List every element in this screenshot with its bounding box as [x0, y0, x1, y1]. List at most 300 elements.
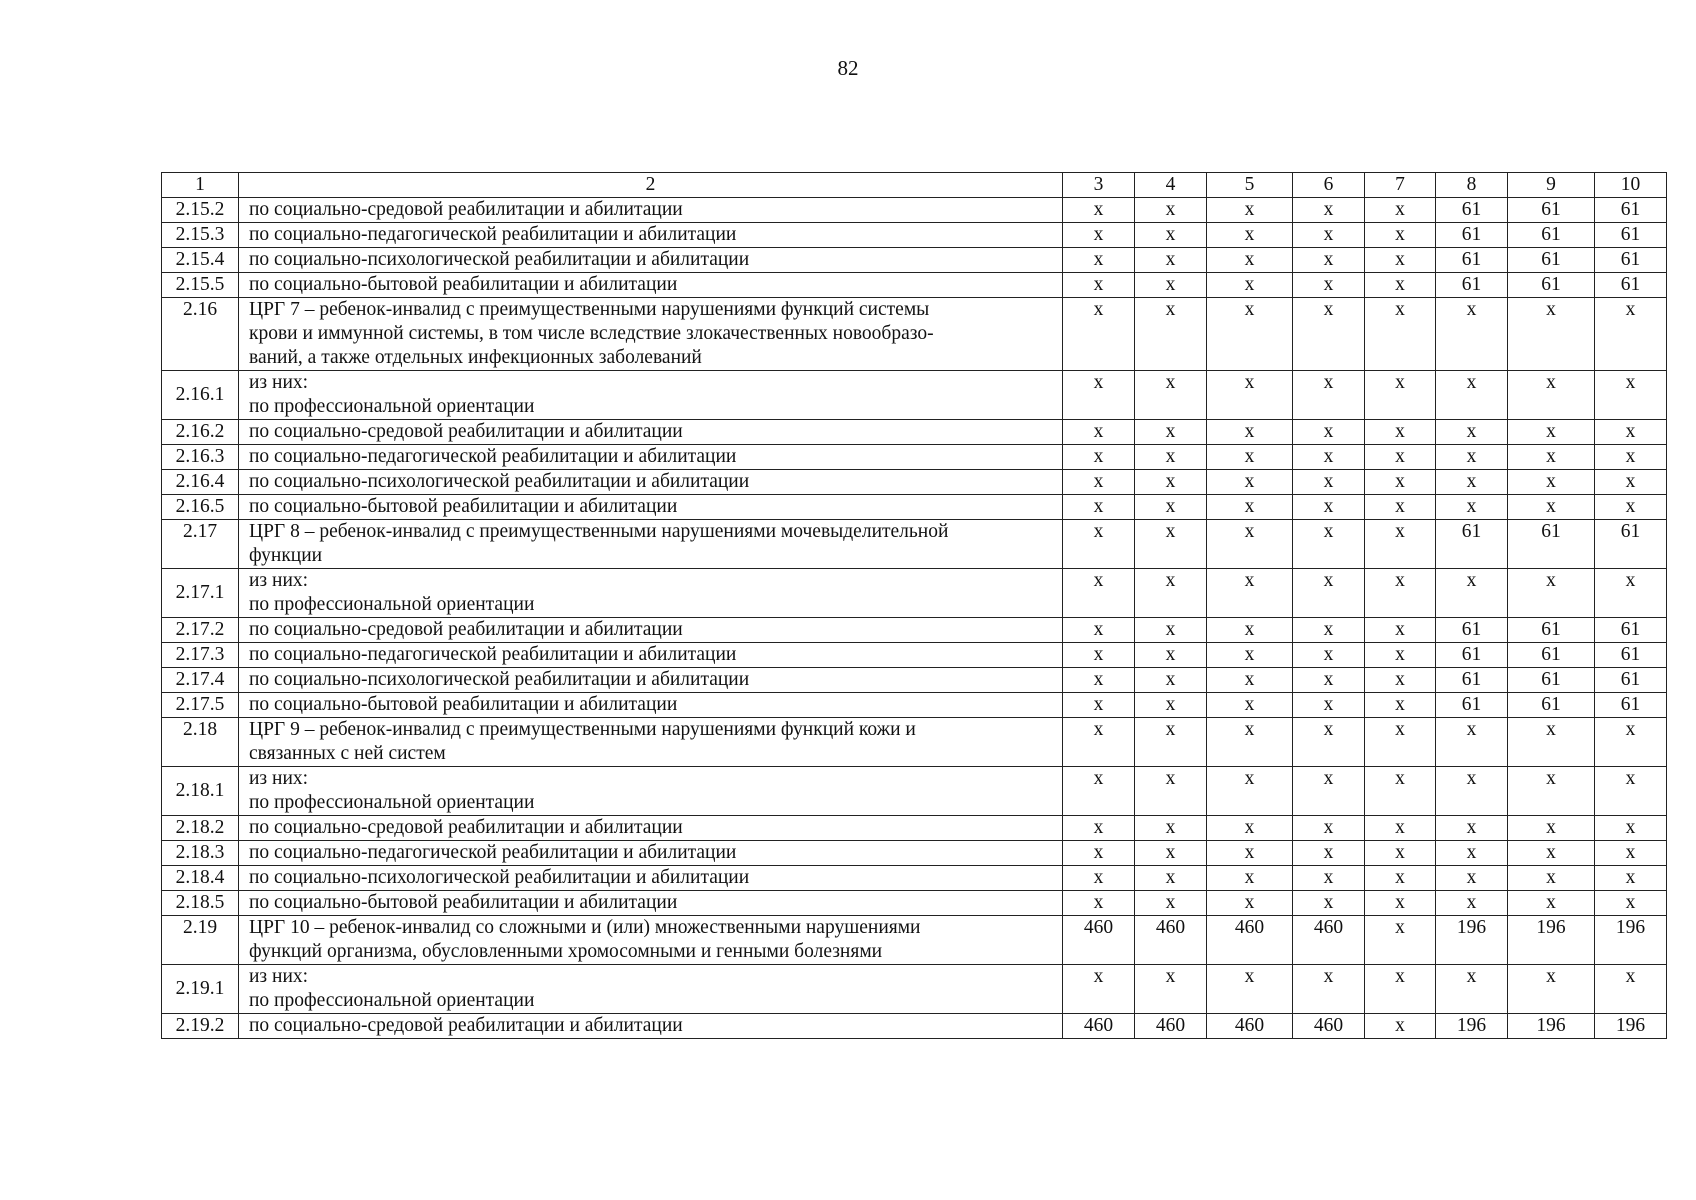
value-cell: x: [1207, 223, 1293, 248]
value-cell: x: [1436, 718, 1508, 767]
value-cell: x: [1508, 965, 1595, 1014]
description-line: ЦРГ 7 – ребенок-инвалид с преимущественными нарушениями функций системы: [249, 299, 930, 320]
value-cell: 61: [1508, 223, 1595, 248]
value-cell: x: [1595, 718, 1667, 767]
row-number: 2.18.5: [162, 891, 239, 916]
value-cell: x: [1207, 495, 1293, 520]
value-cell: 196: [1508, 1014, 1595, 1039]
value-cell: 61: [1436, 198, 1508, 223]
value-cell: x: [1365, 520, 1436, 569]
value-cell: x: [1293, 718, 1365, 767]
value-cell: x: [1207, 198, 1293, 223]
table-row: [162, 693, 1667, 718]
value-cell: x: [1063, 248, 1135, 273]
row-number: 2.17.4: [162, 668, 239, 693]
value-cell: x: [1063, 891, 1135, 916]
table-row: [162, 569, 1667, 618]
value-cell: x: [1135, 891, 1207, 916]
value-cell: x: [1207, 866, 1293, 891]
value-cell: x: [1207, 693, 1293, 718]
row-number: 2.17: [162, 520, 239, 569]
header-cell: 5: [1207, 173, 1293, 198]
value-cell: x: [1365, 718, 1436, 767]
value-cell: x: [1365, 916, 1436, 965]
page-number: 82: [837, 56, 859, 80]
value-cell: x: [1135, 445, 1207, 470]
description-line: по социально-психологической реабилитации и абилитации: [249, 867, 750, 888]
value-cell: x: [1135, 520, 1207, 569]
value-cell: 61: [1436, 618, 1508, 643]
description-line: по социально-педагогической реабилитации и абилитации: [249, 224, 737, 245]
value-cell: x: [1365, 420, 1436, 445]
value-cell: 61: [1595, 223, 1667, 248]
value-cell: x: [1595, 767, 1667, 816]
value-cell: x: [1135, 223, 1207, 248]
value-cell: x: [1365, 273, 1436, 298]
row-description: [239, 470, 1063, 495]
value-cell: x: [1063, 816, 1135, 841]
value-cell: x: [1063, 198, 1135, 223]
value-cell: x: [1293, 495, 1365, 520]
value-cell: x: [1135, 718, 1207, 767]
row-description: [239, 693, 1063, 718]
row-description: [239, 891, 1063, 916]
value-cell: 460: [1293, 916, 1365, 965]
row-description: [239, 495, 1063, 520]
row-description: [239, 1014, 1063, 1039]
header-cell: 9: [1508, 173, 1595, 198]
row-number: 2.18.2: [162, 816, 239, 841]
table-row: [162, 618, 1667, 643]
row-number: 2.16.5: [162, 495, 239, 520]
description-line: по профессиональной ориентации: [249, 990, 535, 1011]
value-cell: x: [1207, 470, 1293, 495]
description-line: функции: [249, 545, 323, 566]
value-cell: x: [1595, 569, 1667, 618]
value-cell: 61: [1508, 643, 1595, 668]
table-row: [162, 198, 1667, 223]
table-row: [162, 470, 1667, 495]
value-cell: 460: [1135, 1014, 1207, 1039]
row-description: [239, 569, 1063, 618]
table-row: [162, 668, 1667, 693]
row-number: 2.17.2: [162, 618, 239, 643]
value-cell: x: [1436, 569, 1508, 618]
row-number: 2.19: [162, 916, 239, 965]
value-cell: x: [1436, 965, 1508, 1014]
row-description: [239, 223, 1063, 248]
row-number: 2.19.1: [162, 965, 239, 1014]
value-cell: x: [1207, 891, 1293, 916]
value-cell: x: [1293, 420, 1365, 445]
value-cell: x: [1063, 273, 1135, 298]
value-cell: x: [1207, 420, 1293, 445]
value-cell: x: [1436, 495, 1508, 520]
row-description: [239, 273, 1063, 298]
value-cell: x: [1063, 693, 1135, 718]
value-cell: x: [1135, 816, 1207, 841]
description-line: по социально-психологической реабилитации и абилитации: [249, 471, 750, 492]
value-cell: x: [1508, 767, 1595, 816]
header-row: [162, 173, 1667, 198]
row-description: [239, 618, 1063, 643]
value-cell: x: [1207, 520, 1293, 569]
value-cell: x: [1508, 298, 1595, 371]
description-line: по социально-педагогической реабилитации и абилитации: [249, 446, 737, 467]
value-cell: x: [1365, 965, 1436, 1014]
value-cell: x: [1207, 965, 1293, 1014]
value-cell: x: [1207, 298, 1293, 371]
row-number: 2.15.5: [162, 273, 239, 298]
value-cell: x: [1135, 767, 1207, 816]
description-line: ЦРГ 9 – ребенок-инвалид с преимущественными нарушениями функций кожи и: [249, 719, 916, 740]
row-number: 2.19.2: [162, 1014, 239, 1039]
value-cell: x: [1135, 618, 1207, 643]
value-cell: x: [1293, 668, 1365, 693]
value-cell: 61: [1508, 668, 1595, 693]
description-line: из них:: [249, 372, 309, 393]
value-cell: 61: [1508, 520, 1595, 569]
value-cell: x: [1508, 816, 1595, 841]
value-cell: x: [1063, 445, 1135, 470]
value-cell: 61: [1595, 248, 1667, 273]
table-row: [162, 965, 1667, 1014]
value-cell: x: [1135, 248, 1207, 273]
row-description: [239, 816, 1063, 841]
row-number: 2.15.4: [162, 248, 239, 273]
table-row: [162, 520, 1667, 569]
row-number: 2.17.1: [162, 569, 239, 618]
description-line: по социально-средовой реабилитации и абилитации: [249, 199, 683, 220]
value-cell: x: [1293, 965, 1365, 1014]
row-description: [239, 841, 1063, 866]
header-cell: 2: [239, 173, 1063, 198]
header-cell: 3: [1063, 173, 1135, 198]
value-cell: 460: [1063, 1014, 1135, 1039]
description-line: по профессиональной ориентации: [249, 594, 535, 615]
data-table: [161, 172, 1667, 1039]
description-line: по социально-средовой реабилитации и абилитации: [249, 817, 683, 838]
table-row: [162, 420, 1667, 445]
value-cell: x: [1063, 618, 1135, 643]
value-cell: x: [1063, 223, 1135, 248]
value-cell: x: [1365, 495, 1436, 520]
value-cell: 61: [1595, 198, 1667, 223]
value-cell: x: [1293, 371, 1365, 420]
row-description: [239, 248, 1063, 273]
value-cell: x: [1365, 693, 1436, 718]
value-cell: 196: [1508, 916, 1595, 965]
value-cell: x: [1436, 445, 1508, 470]
value-cell: x: [1436, 891, 1508, 916]
table-row: [162, 248, 1667, 273]
table-row: [162, 916, 1667, 965]
description-line: по социально-психологической реабилитации и абилитации: [249, 249, 750, 270]
value-cell: x: [1595, 866, 1667, 891]
value-cell: x: [1063, 767, 1135, 816]
value-cell: x: [1436, 866, 1508, 891]
value-cell: 460: [1293, 1014, 1365, 1039]
header-cell: 6: [1293, 173, 1365, 198]
value-cell: x: [1293, 767, 1365, 816]
value-cell: x: [1595, 841, 1667, 866]
value-cell: x: [1595, 298, 1667, 371]
value-cell: x: [1135, 495, 1207, 520]
value-cell: x: [1436, 298, 1508, 371]
value-cell: x: [1293, 618, 1365, 643]
value-cell: x: [1595, 816, 1667, 841]
value-cell: x: [1293, 866, 1365, 891]
value-cell: x: [1135, 371, 1207, 420]
value-cell: x: [1207, 618, 1293, 643]
value-cell: x: [1436, 470, 1508, 495]
value-cell: 196: [1595, 1014, 1667, 1039]
value-cell: x: [1293, 445, 1365, 470]
table-row: [162, 445, 1667, 470]
table-row: [162, 495, 1667, 520]
value-cell: x: [1365, 470, 1436, 495]
value-cell: x: [1365, 1014, 1436, 1039]
value-cell: x: [1508, 470, 1595, 495]
value-cell: 61: [1595, 618, 1667, 643]
value-cell: 460: [1135, 916, 1207, 965]
value-cell: x: [1365, 643, 1436, 668]
value-cell: x: [1365, 618, 1436, 643]
table-row: [162, 223, 1667, 248]
value-cell: 460: [1207, 916, 1293, 965]
value-cell: x: [1063, 718, 1135, 767]
value-cell: x: [1135, 273, 1207, 298]
value-cell: x: [1293, 273, 1365, 298]
value-cell: x: [1508, 866, 1595, 891]
value-cell: 61: [1436, 223, 1508, 248]
description-line: из них:: [249, 570, 309, 591]
value-cell: x: [1508, 718, 1595, 767]
value-cell: 61: [1595, 668, 1667, 693]
value-cell: x: [1063, 470, 1135, 495]
value-cell: x: [1207, 569, 1293, 618]
table-row: [162, 841, 1667, 866]
value-cell: 61: [1436, 693, 1508, 718]
description-line: связанных с ней систем: [249, 743, 446, 764]
table-row: [162, 816, 1667, 841]
row-description: [239, 298, 1063, 371]
row-number: 2.16.3: [162, 445, 239, 470]
value-cell: x: [1293, 248, 1365, 273]
value-cell: x: [1063, 668, 1135, 693]
value-cell: x: [1595, 371, 1667, 420]
value-cell: x: [1063, 866, 1135, 891]
value-cell: x: [1063, 495, 1135, 520]
value-cell: 460: [1063, 916, 1135, 965]
row-number: 2.18.4: [162, 866, 239, 891]
value-cell: x: [1436, 816, 1508, 841]
value-cell: x: [1293, 470, 1365, 495]
value-cell: x: [1135, 420, 1207, 445]
row-description: [239, 198, 1063, 223]
value-cell: 61: [1595, 273, 1667, 298]
value-cell: 61: [1508, 693, 1595, 718]
value-cell: x: [1508, 841, 1595, 866]
value-cell: x: [1207, 841, 1293, 866]
table-row: [162, 371, 1667, 420]
table-row: [162, 1014, 1667, 1039]
row-number: 2.17.3: [162, 643, 239, 668]
row-number: 2.18.3: [162, 841, 239, 866]
value-cell: x: [1365, 841, 1436, 866]
value-cell: x: [1207, 767, 1293, 816]
value-cell: 196: [1595, 916, 1667, 965]
value-cell: x: [1508, 569, 1595, 618]
description-line: по социально-педагогической реабилитации и абилитации: [249, 842, 737, 863]
value-cell: x: [1508, 371, 1595, 420]
description-line: по социально-средовой реабилитации и абилитации: [249, 619, 683, 640]
description-line: по социально-психологической реабилитации и абилитации: [249, 669, 750, 690]
description-line: по социально-педагогической реабилитации и абилитации: [249, 644, 737, 665]
row-number: 2.16.4: [162, 470, 239, 495]
description-line: по социально-средовой реабилитации и абилитации: [249, 421, 683, 442]
value-cell: x: [1135, 470, 1207, 495]
value-cell: x: [1436, 420, 1508, 445]
value-cell: 460: [1207, 1014, 1293, 1039]
value-cell: x: [1365, 248, 1436, 273]
value-cell: x: [1595, 891, 1667, 916]
value-cell: x: [1365, 298, 1436, 371]
value-cell: x: [1207, 248, 1293, 273]
value-cell: x: [1207, 816, 1293, 841]
row-description: [239, 520, 1063, 569]
value-cell: x: [1063, 569, 1135, 618]
value-cell: x: [1508, 495, 1595, 520]
row-description: [239, 420, 1063, 445]
row-description: [239, 371, 1063, 420]
value-cell: x: [1207, 445, 1293, 470]
value-cell: x: [1595, 445, 1667, 470]
value-cell: 61: [1508, 248, 1595, 273]
value-cell: x: [1365, 569, 1436, 618]
value-cell: 61: [1436, 520, 1508, 569]
value-cell: x: [1293, 569, 1365, 618]
table-row: [162, 298, 1667, 371]
value-cell: x: [1063, 965, 1135, 1014]
description-line: по профессиональной ориентации: [249, 396, 535, 417]
description-line: по профессиональной ориентации: [249, 792, 535, 813]
value-cell: x: [1365, 891, 1436, 916]
value-cell: x: [1135, 841, 1207, 866]
value-cell: 61: [1508, 273, 1595, 298]
value-cell: x: [1207, 273, 1293, 298]
description-line: по социально-бытовой реабилитации и абилитации: [249, 892, 678, 913]
row-number: 2.15.2: [162, 198, 239, 223]
description-line: ЦРГ 10 – ребенок-инвалид со сложными и (или) множественными нарушениями: [249, 917, 921, 938]
row-description: [239, 965, 1063, 1014]
value-cell: x: [1365, 198, 1436, 223]
row-number: 2.15.3: [162, 223, 239, 248]
value-cell: x: [1135, 198, 1207, 223]
header-cell: 4: [1135, 173, 1207, 198]
value-cell: x: [1436, 371, 1508, 420]
value-cell: x: [1365, 816, 1436, 841]
description-line: по социально-бытовой реабилитации и абилитации: [249, 274, 678, 295]
value-cell: x: [1207, 668, 1293, 693]
description-line: по социально-бытовой реабилитации и абилитации: [249, 694, 678, 715]
value-cell: x: [1063, 643, 1135, 668]
value-cell: 61: [1436, 273, 1508, 298]
value-cell: x: [1207, 643, 1293, 668]
description-line: из них:: [249, 768, 309, 789]
value-cell: x: [1063, 520, 1135, 569]
description-line: ваний, а также отдельных инфекционных заболеваний: [249, 347, 702, 368]
header-cell: 10: [1595, 173, 1667, 198]
row-number: 2.16.1: [162, 371, 239, 420]
value-cell: x: [1063, 841, 1135, 866]
row-description: [239, 445, 1063, 470]
value-cell: x: [1063, 371, 1135, 420]
value-cell: x: [1508, 891, 1595, 916]
value-cell: x: [1293, 223, 1365, 248]
value-cell: x: [1365, 445, 1436, 470]
value-cell: x: [1365, 767, 1436, 816]
row-number: 2.16: [162, 298, 239, 371]
table-row: [162, 891, 1667, 916]
value-cell: x: [1595, 470, 1667, 495]
table-row: [162, 866, 1667, 891]
description-line: из них:: [249, 966, 309, 987]
value-cell: x: [1135, 643, 1207, 668]
value-cell: x: [1135, 693, 1207, 718]
table-row: [162, 273, 1667, 298]
value-cell: x: [1293, 693, 1365, 718]
value-cell: x: [1293, 643, 1365, 668]
row-description: [239, 767, 1063, 816]
value-cell: 61: [1595, 520, 1667, 569]
value-cell: x: [1135, 866, 1207, 891]
value-cell: x: [1436, 767, 1508, 816]
header-cell: 1: [162, 173, 239, 198]
value-cell: x: [1063, 420, 1135, 445]
value-cell: x: [1063, 298, 1135, 371]
row-description: [239, 866, 1063, 891]
value-cell: x: [1365, 668, 1436, 693]
value-cell: 61: [1436, 643, 1508, 668]
value-cell: x: [1293, 298, 1365, 371]
value-cell: x: [1135, 569, 1207, 618]
row-number: 2.17.5: [162, 693, 239, 718]
row-number: 2.16.2: [162, 420, 239, 445]
value-cell: x: [1293, 816, 1365, 841]
value-cell: x: [1365, 371, 1436, 420]
value-cell: x: [1135, 298, 1207, 371]
value-cell: 61: [1436, 248, 1508, 273]
header-cell: 8: [1436, 173, 1508, 198]
value-cell: 61: [1508, 618, 1595, 643]
value-cell: 61: [1508, 198, 1595, 223]
value-cell: x: [1365, 866, 1436, 891]
value-cell: 61: [1595, 643, 1667, 668]
row-number: 2.18: [162, 718, 239, 767]
value-cell: x: [1595, 965, 1667, 1014]
description-line: крови и иммунной системы, в том числе вследствие злокачественных новообразо-: [249, 323, 934, 344]
row-description: [239, 916, 1063, 965]
description-line: функций организма, обусловленными хромосомными и генными болезнями: [249, 941, 883, 962]
description-line: по социально-бытовой реабилитации и абилитации: [249, 496, 678, 517]
row-number: 2.18.1: [162, 767, 239, 816]
value-cell: x: [1293, 841, 1365, 866]
header-cell: 7: [1365, 173, 1436, 198]
table-body: [162, 173, 1667, 1039]
table-row: [162, 643, 1667, 668]
value-cell: x: [1436, 841, 1508, 866]
